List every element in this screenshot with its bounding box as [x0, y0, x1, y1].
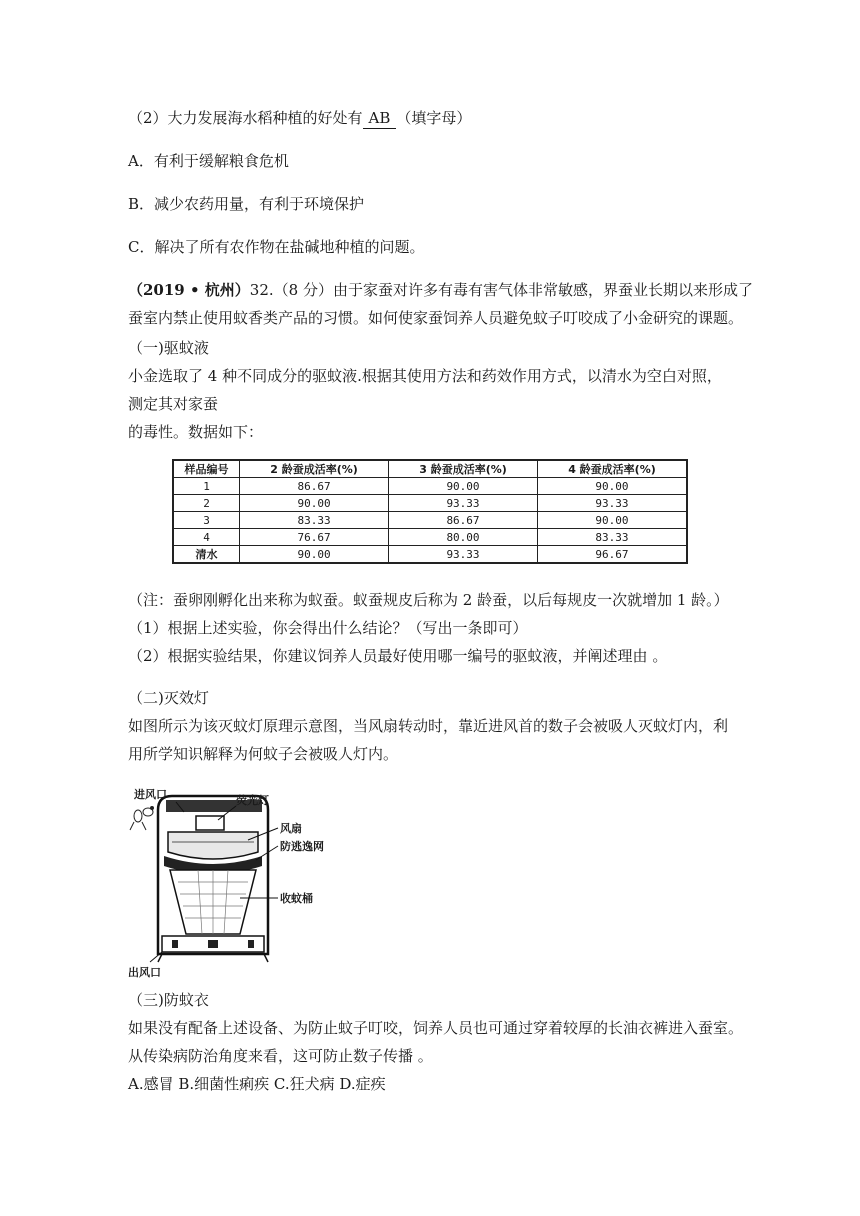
section2-line1: 如图所示为该灭蚊灯原理示意图，当风扇转动时，靠近进风首的数子会被吸人灭蚊灯内，利 — [128, 717, 729, 735]
table-header-row — [173, 460, 687, 478]
table-row — [173, 495, 687, 512]
q32-intro-text: 32.（8 分）由于家蚕对许多有毒有害气体非常敏感，界蚕业长期以来形成了 — [249, 281, 753, 299]
q32-source: （2019 • 杭州） — [128, 281, 250, 299]
table-row — [173, 512, 687, 529]
sub-question-1: （1）根据上述实验，你会得出什么结论？（写出一条即可） — [128, 619, 528, 637]
q2-stem — [128, 108, 471, 129]
section2-title: （二)灭效灯 — [128, 689, 209, 707]
table-row — [173, 546, 687, 564]
table-cell: 4 — [173, 529, 240, 546]
table-cell: 90.00 — [537, 512, 687, 529]
table-row — [173, 478, 687, 495]
label-outlet: 出风口 — [128, 966, 161, 979]
section1-title: （一)驱蚊液 — [128, 339, 209, 357]
table-cell: 90.00 — [240, 495, 389, 512]
table-cell: 76.67 — [240, 529, 389, 546]
section3-line1: 如果没有配备上述设备、为防止蚊子叮咬，饲养人员也可通过穿着较厚的长油衣裤进入蚕室。 — [128, 1019, 744, 1037]
label-escape-net: 防逃逸网 — [280, 840, 324, 853]
q2-option-b: B．减少农药用量，有利于环境保护 — [128, 195, 365, 213]
label-fluorescent-lamp: 荧光灯 — [236, 794, 269, 807]
table-cell: 90.00 — [537, 478, 687, 495]
section2-line2: 用所学知识解释为何蚊子会被吸人灯内。 — [128, 745, 399, 763]
table-cell: 90.00 — [389, 478, 538, 495]
q2-option-a: A．有利于缓解粮食危机 — [128, 152, 289, 170]
label-collection-bucket: 收蚊桶 — [280, 892, 313, 905]
table-cell: 80.00 — [389, 529, 538, 546]
table-cell: 90.00 — [240, 546, 389, 564]
table-cell: 2 — [173, 495, 240, 512]
table-cell: 86.67 — [240, 478, 389, 495]
table-cell: 83.33 — [240, 512, 389, 529]
table-header-cell: 2 龄蚕成活率(%) — [240, 460, 389, 478]
q2-answer-blank: AB — [363, 108, 397, 129]
table-cell: 86.67 — [389, 512, 538, 529]
sub-question-2: （2）根据实验结果，你建议饲养人员最好使用哪一编号的驱蚊液，并阐述理由 。 — [128, 647, 668, 665]
label-inlet: 进风口 — [134, 788, 167, 801]
table-cell: 93.33 — [389, 495, 538, 512]
section1-line1: 小金选取了 4 种不同成分的驱蚊液.根据其使用方法和药效作用方式，以清水为空白对照， — [128, 367, 722, 385]
table-header-cell: 3 龄蚕成活率(%) — [389, 460, 538, 478]
section1-line2: 测定其对家蚕 — [128, 395, 219, 413]
mosquito-lamp-drawing — [128, 786, 368, 982]
table-cell: 3 — [173, 512, 240, 529]
q32-intro-line1 — [128, 280, 753, 300]
section3-line2: 从传染病防治角度来看，这可防止数子传播 。 — [128, 1047, 433, 1065]
table-header-cell: 样品编号 — [173, 460, 240, 478]
table-cell: 93.33 — [389, 546, 538, 564]
survival-rate-table — [172, 459, 688, 564]
section1-line3: 的毒性。数据如下： — [128, 423, 264, 441]
table-cell: 96.67 — [537, 546, 687, 564]
table-cell: 93.33 — [537, 495, 687, 512]
q2-suffix: （填字母） — [396, 109, 472, 127]
section3-title: （三)防蚊衣 — [128, 991, 209, 1009]
table-header-cell: 4 龄蚕成活率(%) — [537, 460, 687, 478]
q2-prefix: （2）大力发展海水稻种植的好处有 — [128, 109, 363, 127]
table-row — [173, 529, 687, 546]
q32-intro-line2: 蚕室内禁止使用蚊香类产品的习惯。如何使家蚕饲养人员避免蚊子叮咬成了小金研究的课题。 — [128, 309, 744, 327]
label-fan: 风扇 — [280, 822, 302, 835]
table-cell: 83.33 — [537, 529, 687, 546]
section3-options: A.感冒 B.细菌性痢疾 C.狂犬病 D.症疾 — [128, 1075, 386, 1093]
table-cell: 1 — [173, 478, 240, 495]
q2-option-c: C．解决了所有农作物在盐碱地种植的问题。 — [128, 238, 425, 256]
table-note: （注：蚕卵刚孵化出来称为蚁蚕。蚁蚕规皮后称为 2 龄蚕，以后每规皮一次就增加 1 龄。） — [128, 591, 729, 609]
fan-housing — [168, 832, 258, 859]
mosquito-lamp-diagram — [128, 786, 368, 982]
table-cell: 清水 — [173, 546, 240, 564]
mosquito-icon — [130, 807, 154, 831]
